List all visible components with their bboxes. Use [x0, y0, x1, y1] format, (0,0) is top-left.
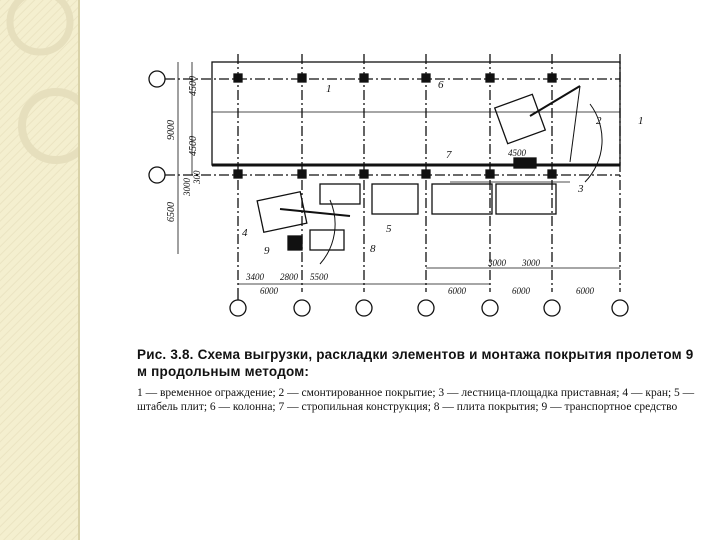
axis-bubble-a [149, 71, 165, 87]
dim-9000: 9000 [166, 120, 177, 140]
dim-3000-b: 3000 [488, 258, 506, 268]
callout-6: 6 [438, 79, 444, 91]
callout-9: 9 [264, 245, 270, 257]
callout-1b: 1 [638, 115, 644, 127]
axis-bubble-6 [544, 300, 560, 316]
axis-bubble-5 [482, 300, 498, 316]
sidebar-edge [78, 0, 80, 540]
axis-bubble-4 [418, 300, 434, 316]
axis-bubble-2 [294, 300, 310, 316]
dim-2800: 2800 [280, 272, 298, 282]
dim-6000-a: 6000 [260, 286, 278, 296]
slide-sidebar [0, 0, 78, 540]
dim-6000-d: 6000 [576, 286, 594, 296]
caption-legend: 1 — временное ограждение; 2 — смонтированное покрытие; 3 — лестница-площадка приставная; 4 — кран; 5 — штабель плит; 6 — колонна; 7 — стропильная конструкция; 8 — плита покрытия; 9 — транспортное средство [137, 387, 695, 413]
callout-7: 7 [446, 149, 452, 161]
mounted-roof [212, 62, 620, 165]
crane-right-body [495, 94, 546, 143]
dim-3000: 3000 [182, 178, 192, 196]
dim-3000-c: 3000 [522, 258, 540, 268]
crane-left-swing [320, 200, 335, 264]
crane-left-body [257, 192, 307, 232]
caption-title: Рис. 3.8. Схема выгрузки, раскладки элементов и монтажа покрытия пролетом 9 м продольным методом: [137, 347, 694, 379]
callout-8: 8 [370, 243, 376, 255]
columns [234, 74, 556, 178]
dim-4500-a: 4500 [188, 76, 199, 96]
callout-4: 4 [242, 227, 248, 239]
callout-3: 3 [578, 183, 584, 195]
construction-scheme-drawing [130, 44, 710, 344]
dim-5500: 5500 [310, 272, 328, 282]
dim-3400: 3400 [246, 272, 264, 282]
figure-caption [137, 346, 707, 414]
callout-2: 2 [596, 115, 602, 127]
dim-6000-c: 6000 [512, 286, 530, 296]
axis-bubble-b [149, 167, 165, 183]
axis-bubble-1 [230, 300, 246, 316]
plate-stack [372, 184, 418, 214]
axis-bubble-3 [356, 300, 372, 316]
sidebar-pattern [0, 0, 78, 540]
callout-5: 5 [386, 223, 392, 235]
callout-1: 1 [326, 83, 332, 95]
transport-vehicle [288, 236, 302, 250]
dim-6000-b: 6000 [448, 286, 466, 296]
dim-4500-c: 4500 [508, 148, 526, 158]
dim-6500: 6500 [166, 202, 177, 222]
dim-300: 300 [192, 170, 202, 184]
axis-bubble-7 [612, 300, 628, 316]
dim-4500-b: 4500 [188, 136, 199, 156]
